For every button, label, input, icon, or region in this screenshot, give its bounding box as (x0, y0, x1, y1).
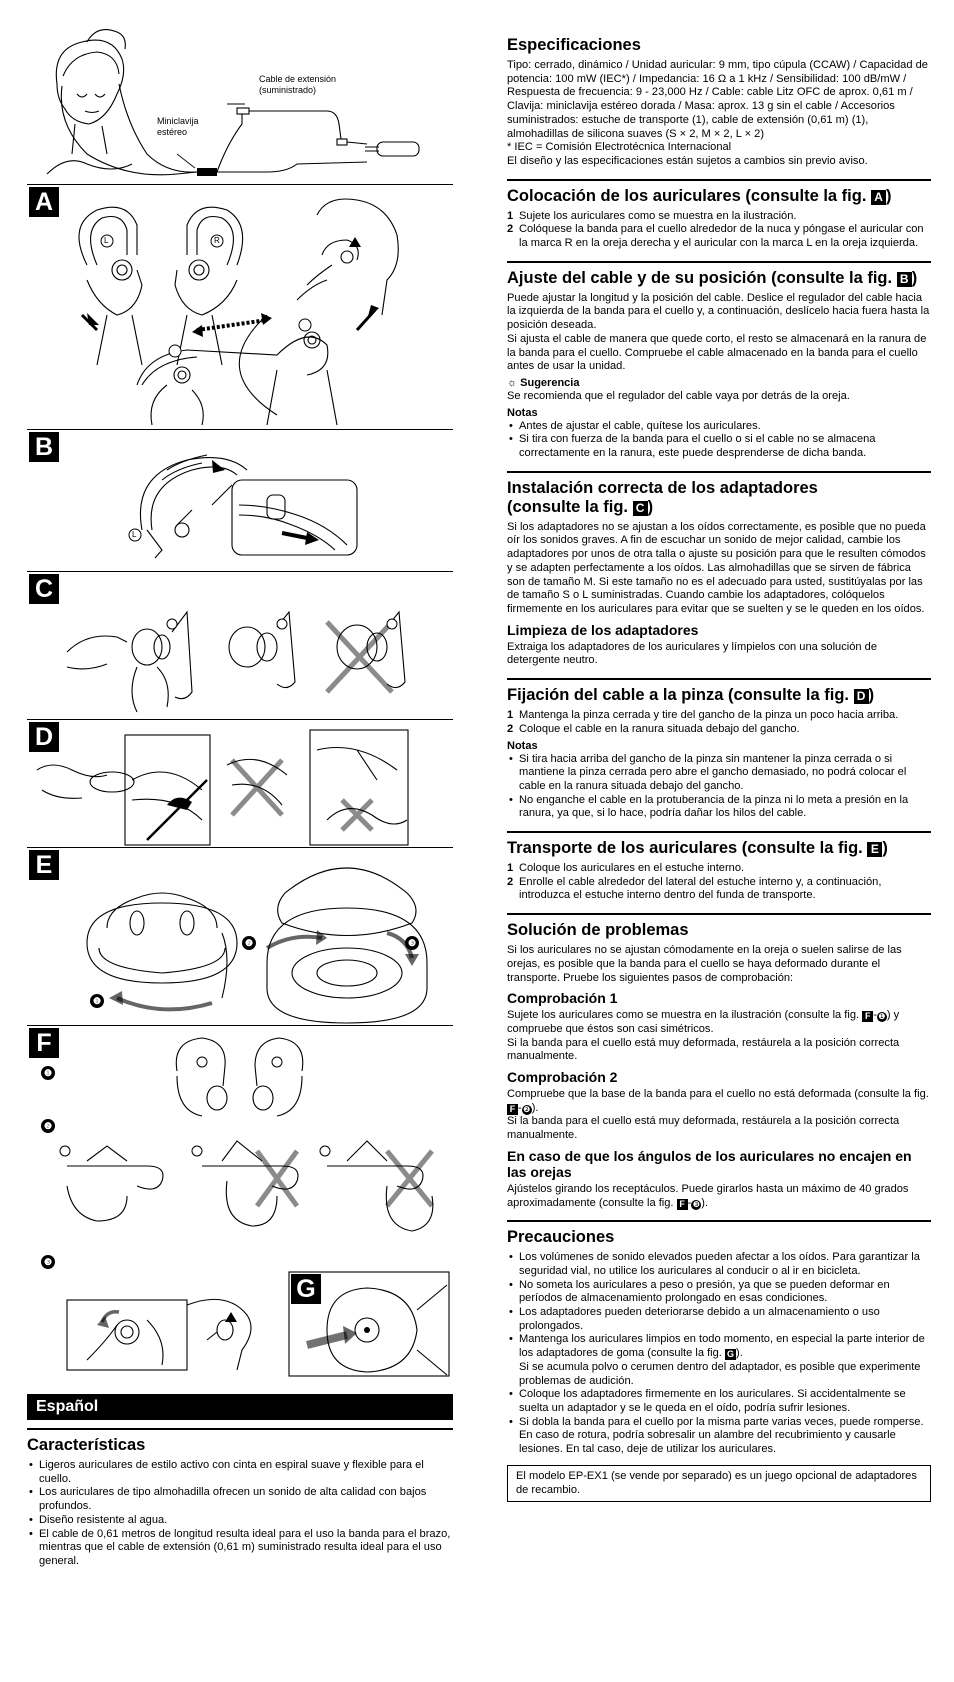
list-item: 2 Enrolle el cable alrededor del lateral del estuche interno y, a continuación, introduzca el estuche interno dentro del funda de transporte. (507, 875, 882, 902)
figure-d (27, 719, 453, 847)
comprobacion-2-note: Si la banda para el cuello está muy deformada, restáurela a la posición correcta manualmente. (507, 1115, 900, 1142)
transporte-title: Transporte de los auriculares (consulte la fig. E ) (507, 839, 888, 858)
figure-b-illustration (27, 430, 453, 572)
precauciones-title: Precauciones (507, 1228, 615, 1247)
step-ref: ❸ (692, 1199, 700, 1209)
figure-ref-g: G (726, 1349, 734, 1360)
list-item: • Si dobla la banda para el cuello por la misma parte varias veces, puede romperse. En caso de rotura, podría sobresalir un alambre del recubrimiento y causarle lesiones. En tal caso, deje de utilizar los auriculares. (507, 1416, 931, 1457)
section-fijacion (507, 678, 931, 821)
list-item: 2 Coloque el cable en la ranura situada debajo del gancho. (507, 722, 800, 735)
figure-e (27, 847, 453, 1025)
colocacion-title: Colocación de los auriculares (consulte la fig. A ) (507, 186, 892, 205)
precauciones-list (507, 1251, 931, 1457)
caracteristicas-list (27, 1459, 453, 1569)
list-item: 1 Mantenga la pinza cerrada y tire del gancho de la pinza un poco hacia arriba. (507, 709, 899, 722)
ep-ex1-notice-box (507, 1465, 931, 1502)
list-item: • Antes de ajustar el cable, quítese los auriculares. (507, 420, 931, 434)
list-item: 1 Sujete los auriculares como se muestra en la ilustración. (507, 209, 797, 222)
especificaciones-body: Tipo: cerrado, dinámico / Unidad auricular: 9 mm, tipo cúpula (CCAW) / Capacidad de potencia: 100 mW (IEC*) / Impedancia: 16 Ω a 1 kHz / Sensibilidad: 100 dB/mW / Respuesta de frecuencia: 9 - 23,000 Hz / Cable: cable Litz OFC de aprox. 0,61 m / Clavija: miniclavija estéreo dorada / Masa: aprox. 13 g sin el cable / Accesorios suministrados: estuche de transporte (1), cable de extensión (0,61 m) (1), almohadillas de silicona suaves (S × 2, M × 2, L × 2) (507, 59, 928, 140)
list-item: • Los adaptadores pueden deteriorarse debido a un almacenamiento o uso prolongados. (507, 1306, 931, 1333)
angulos-body: Ajústelos girando los receptáculos. Puede girarlos hasta un máximo de 40 grados aproximadamente (consulte la fig. F -❸). (507, 1182, 909, 1209)
ajuste-body-1: Puede ajustar la longitud y la posición del cable. Deslice el regulador del cable hacia la izquierda de la banda para el cuello y, a continuación, deslícelo hacia fuera hasta la posición deseada. (507, 291, 930, 332)
figure-letter-c: C (29, 574, 59, 604)
figure-f3-illustration (27, 1270, 453, 1380)
tip-body: Se recomienda que el regulador del cable vaya por detrás de la oreja. (507, 389, 850, 402)
figure-ref-f: F (677, 1199, 688, 1210)
subsection-comprobacion-2 (507, 1069, 931, 1143)
section-caracteristicas (27, 1428, 453, 1569)
step-ref: ❷ (523, 1104, 531, 1114)
fijacion-notes (507, 753, 931, 822)
figure-f (27, 1025, 453, 1270)
figure-ref-a: A (871, 190, 886, 205)
comprobacion-2-body: Compruebe que la base de la banda para el cuello no está deformada (consulte la fig. F -❷). (507, 1088, 929, 1114)
list-item: • No someta los auriculares a peso o presión, ya que se pueden deformar en períodos de almacenamiento prolongado en esas condiciones. (507, 1279, 931, 1306)
section-solucion (507, 913, 931, 1210)
list-item: • Si tira hacia arriba del gancho de la pinza sin mantener la pinza cerrada o si mantiene la pinza cerrada pero abre el gancho demasiado, no podrá colocar el cable en la ranura situada debajo del gancho. (507, 753, 931, 794)
list-item: • Coloque los adaptadores firmemente en los auriculares. Si accidentalmente se suelta un adaptador y se le queda en el oído, podría sufrir lesiones. (507, 1388, 931, 1415)
list-item: • Ligeros auriculares de estilo activo con cinta en espiral suave y flexible para el cuello. (27, 1459, 453, 1486)
tip-heading: ☼ Sugerencia (507, 376, 580, 389)
ajuste-body-2: Si ajusta el cable de manera que quede corto, el resto se almacenará en la ranura de la banda para el cuello. Compruebe el cable almacenado en la banda para el cuello antes de usar la unidad. (507, 332, 927, 373)
colocacion-steps (507, 210, 931, 251)
fijacion-steps (507, 709, 931, 736)
notes-heading: Notas (507, 406, 538, 419)
step-ref: ❶ (878, 1012, 886, 1022)
especificaciones-footnote: * IEC = Comisión Electrotécnica Internacional (507, 141, 732, 154)
list-item: • Si tira con fuerza de la banda para el cuello o si el cable no se almacena correctamente en la ranura, este puede desprenderse de dicha banda. (507, 433, 931, 460)
figure-connection (27, 14, 453, 184)
step-marker-f2: ❷ (41, 1119, 55, 1133)
section-precauciones (507, 1220, 931, 1502)
ear-mark-left: L (104, 236, 109, 245)
step-marker-e3: ❸ (405, 936, 419, 950)
figure-ref-d: D (854, 689, 869, 704)
ear-mark-right: R (214, 236, 220, 245)
list-item: • Los auriculares de tipo almohadilla ofrecen un sonido de alta calidad con bajos profundos. (27, 1486, 453, 1513)
figure-ref-c: C (633, 501, 648, 516)
figure-a-illustration (27, 185, 453, 430)
list-item: • Los volúmenes de sonido elevados pueden afectar a los oídos. Para garantizar la seguridad vial, no utilice los auriculares al conducir o al ir en bicicleta. (507, 1251, 931, 1278)
ajuste-title: Ajuste del cable y de su posición (consulte la fig. B ) (507, 268, 918, 287)
label-stereo-minijack: Miniclavija estéreo (157, 116, 199, 137)
connection-illustration (27, 14, 453, 184)
list-item: • El cable de 0,61 metros de longitud resulta ideal para el uso la banda para el brazo, mientras que el cable de extensión (0,61 m) suministrado resulta ideal para el uso general. (27, 1528, 453, 1569)
list-item: 2 Colóquese la banda para el cuello alrededor de la nuca y póngase el auricular con la marca R en la oreja derecha y el auricular con la marca L en la oreja izquierda. (507, 223, 924, 250)
figure-letter-d: D (29, 722, 59, 752)
section-transporte (507, 831, 931, 903)
lightbulb-icon: ☼ (507, 376, 518, 389)
figures-column (27, 14, 453, 1569)
figure-f3-g-row (27, 1270, 453, 1380)
solucion-body: Si los auriculares no se ajustan cómodamente en la oreja o suelen salirse de las orejas, es posible que la banda para el cuello se haya deformado durante el transporte. Pruebe los siguientes pasos de comprobación: (507, 944, 902, 984)
section-colocacion (507, 179, 931, 251)
step-marker-e1: ❶ (90, 994, 104, 1008)
figure-letter-f: F (29, 1028, 59, 1058)
especificaciones-notice: El diseño y las especificaciones están sujetos a cambios sin previo aviso. (507, 154, 868, 167)
ep-ex1-notice: El modelo EP-EX1 (se vende por separado) es un juego opcional de adaptadores de recambio. (516, 1469, 917, 1496)
comprobacion-1-title: Comprobación 1 (507, 990, 618, 1007)
figure-e-illustration (27, 848, 453, 1026)
solucion-title: Solución de problemas (507, 921, 689, 940)
instalacion-body: Si los adaptadores no se ajustan a los oídos correctamente, es posible que no pueda oír los sonidos graves. A fin de escuchar un sonido de mejor calidad, cambie los adaptadores por unos de otra talla o ajuste su posición para que le resulten cómodos y se adapten perfectamente a los oídos. Las almohadillas que se sirven de fábrica son de tamaño M. Si este tamaño no es el adecuado para usted, sustitúyalas por las de tamaño S o L suministradas. Cuando cambie los adaptadores, colóquelos firmemente en los auriculares para evitar que se suelten y se le queden en los oídos. (507, 520, 926, 615)
figure-ref-b: B (897, 272, 912, 287)
subsection-comprobacion-1 (507, 990, 931, 1064)
figure-b (27, 429, 453, 571)
limpieza-body: Extraiga los adaptadores de los auriculares y límpielos con una solución de detergente neutro. (507, 640, 878, 667)
comprobacion-1-note: Si la banda para el cuello está muy deformada, restáurela a la posición correcta manualmente. (507, 1036, 900, 1063)
comprobacion-1-body: Sujete los auriculares como se muestra en la ilustración (consulte la fig. F -❶) y compruebe que éstos son casi simétricos. (507, 1009, 900, 1035)
section-instalacion (507, 471, 931, 668)
figure-c (27, 571, 453, 719)
step-marker-f3: ❸ (41, 1255, 55, 1269)
figure-ref-f: F (507, 1104, 518, 1115)
list-item: • Diseño resistente al agua. (27, 1514, 453, 1528)
comprobacion-2-title: Comprobación 2 (507, 1069, 618, 1086)
instalacion-title: Instalación correcta de los adaptadores (consulte la fig. C ) (507, 478, 818, 516)
subsection-angulos (507, 1148, 931, 1210)
limpieza-title: Limpieza de los adaptadores (507, 621, 699, 638)
list-item: 1 Coloque los auriculares en el estuche interno. (507, 862, 745, 875)
text-column (507, 28, 931, 1502)
language-banner: Español (27, 1394, 453, 1420)
figure-ref-e: E (867, 842, 882, 857)
transporte-steps (507, 862, 931, 903)
figure-ref-f: F (862, 1011, 873, 1022)
notes-heading: Notas (507, 739, 538, 752)
figure-letter-b: B (29, 432, 59, 462)
ear-mark-left-b: L (132, 530, 137, 539)
list-item: • Mantenga los auriculares limpios en todo momento, en especial la parte interior de los adaptadores de goma (consulte la fig. G ). Si se acumula polvo o cerumen dentro del adaptador, es posible que experimente problemas de audición. (507, 1333, 931, 1388)
figure-c-illustration (27, 572, 453, 720)
section-especificaciones (507, 28, 931, 169)
figure-letter-e: E (29, 850, 59, 880)
figure-f-illustration (27, 1026, 453, 1271)
subsection-limpieza (507, 622, 931, 668)
step-marker-e2: ❷ (242, 936, 256, 950)
list-item: • No enganche el cable en la protuberancia de la pinza ni lo meta a presión en la ranura, ya que, si lo hace, podría dañar los hilos del cable. (507, 794, 931, 821)
figure-letter-a: A (29, 187, 59, 217)
angulos-title: En caso de que los ángulos de los auriculares no encajen en las orejas (507, 1147, 912, 1180)
caracteristicas-title: Características (27, 1428, 453, 1455)
especificaciones-title: Especificaciones (507, 36, 641, 54)
ajuste-notes (507, 420, 931, 461)
figure-a (27, 184, 453, 429)
label-extension-cable: Cable de extensión (suministrado) (259, 74, 337, 95)
figure-d-illustration (27, 720, 453, 848)
figure-letter-g: G (291, 1274, 321, 1304)
step-marker-f1: ❶ (41, 1066, 55, 1080)
fijacion-title: Fijación del cable a la pinza (consulte la fig. D ) (507, 686, 875, 705)
section-ajuste (507, 261, 931, 461)
